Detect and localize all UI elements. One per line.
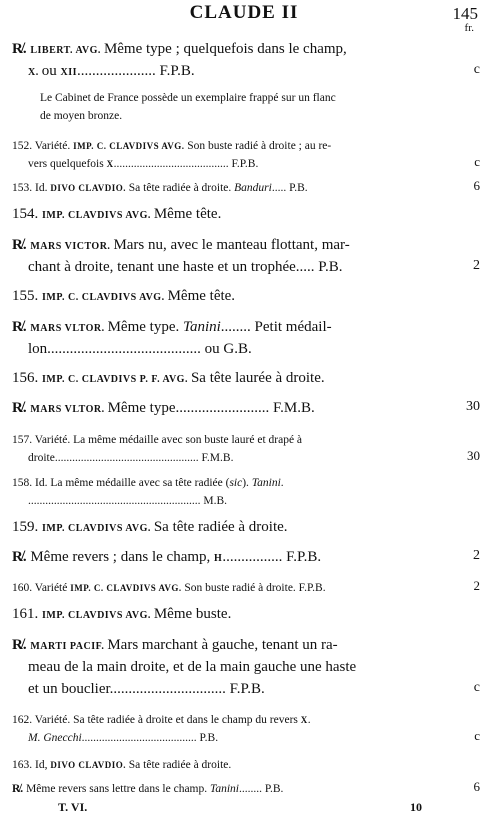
entry-text: 156. [12,370,42,386]
entry-text: Son buste radié à droite. F.P.B. [184,582,326,594]
entry-line [0,605,488,627]
legend-text: LIBERT. AVG. [30,45,104,56]
reverse-mark: R̸. [12,41,31,57]
entry-text: 155. [12,288,42,304]
entry-text: ou [41,63,61,79]
legend-text: MARS VLTOR. [30,323,108,334]
entry-text: ..... P.B. [271,182,308,194]
entry-text: Même buste. [153,606,232,622]
legend-text: MARTI PACIF. [30,641,108,652]
entry-line [0,62,488,84]
legend-text: X. [28,67,42,78]
entry-text: Tanini [210,783,239,795]
entry-line [0,448,488,466]
entry-line [0,154,488,172]
legend-text: IMP. C. CLAVDIVS AVG. [70,583,185,593]
entry-line [0,779,488,797]
entry-line [0,88,488,106]
entry-text: Même type. [107,319,183,335]
entry-text: Sa tête radiée à droite. [128,759,232,771]
catalog-entry [0,136,488,172]
catalog-entry [0,710,488,746]
legend-text: IMP. CLAVDIVS AVG. [42,523,154,534]
volume-label: T. VI. [58,800,88,814]
legend-text: H [214,553,223,564]
entry-text: ........ Petit médail- [220,319,332,335]
entry-text: 163. Id, [12,759,51,771]
price-value: 6 [473,779,480,794]
catalog-entry [0,518,488,540]
price-value: 2 [473,578,480,593]
entry-text: ........................................ P.B. [81,732,219,744]
catalog-entry [0,88,488,124]
entry-text: Banduri [234,182,272,194]
catalog-entry [0,636,488,702]
legend-text: DIVO CLAVDIO. [50,760,129,770]
entry-line [0,473,488,491]
entry-line [0,755,488,773]
price-value: c [474,728,480,743]
entry-text: . [280,477,284,489]
entry-line [0,430,488,448]
legend-text: X [106,159,114,169]
legend-text: MARS VLTOR. [30,404,108,415]
entry-text: ............................................................ M.B. [28,495,228,507]
entry-line [0,178,488,196]
catalog-entry [0,779,488,797]
entry-text: Même revers sans lettre dans le champ. [26,783,210,795]
entry-text: Sa tête laurée à droite. [190,370,325,386]
catalog-entry [0,605,488,627]
entry-text: Mars nu, avec le manteau flottant, mar- [113,237,350,253]
entry-line [0,636,488,658]
entry-text: Même type......................... F.M.B. [107,400,315,416]
entry-text: 158. Id. La même médaille avec sa tête radiée ( [12,477,230,489]
entry-text: 157. Variété. La même médaille avec son buste lauré et drapé à [12,434,303,446]
price-value: 2 [473,258,480,273]
entry-text: 162. Variété. Sa tête radiée à droite et dans le champ du revers [12,714,301,726]
catalog-entry [0,399,488,421]
entry-text: M. Gnecchi [28,732,82,744]
catalog-entry [0,40,488,84]
legend-text: DIVO CLAVDIO. [50,183,129,193]
catalog-entry [0,287,488,309]
entry-text: chant à droite, tenant une haste et un trophée..... P.B. [28,259,343,275]
entry-line [0,728,488,746]
entry-line [0,258,488,280]
catalog-entry [0,430,488,466]
catalog-entry [0,205,488,227]
entry-line [0,399,488,421]
legend-text: IMP. C. CLAVDIVS AVG. [42,292,168,303]
entry-text: Même type ; quelquefois dans le champ, [103,41,347,57]
entry-text: 152. Variété. [12,140,74,152]
entry-text: Son buste radié à droite ; au re- [187,140,332,152]
entry-text: ........ P.B. [238,783,284,795]
catalog-entry [0,548,488,570]
entry-text: 154. [12,206,42,222]
entry-line [0,658,488,680]
legend-text: IMP. CLAVDIVS AVG. [42,210,154,221]
page-number: 145 [452,4,478,23]
entry-line [0,40,488,62]
entry-text: 161. [12,606,42,622]
entry-text: Tanini [251,477,281,489]
entry-text: Le Cabinet de France possède un exemplaire frappé sur un flanc [40,92,336,104]
entry-line [0,578,488,596]
currency-unit: fr. [464,22,474,34]
price-value: 2 [473,548,480,563]
catalog-entry [0,178,488,196]
entry-text: Sa tête radiée à droite. [128,182,235,194]
price-value: 30 [467,448,480,463]
page-header [0,2,488,38]
entry-text: meau de la main droite, et de la main gauche une haste [28,659,357,675]
entry-line [0,106,488,124]
catalog-entry [0,755,488,773]
price-value: 30 [466,399,480,414]
entry-line [0,369,488,391]
reverse-mark: R̸. [12,319,31,335]
entry-text: Tanini [182,319,221,335]
entry-text: Même tête. [153,206,222,222]
entry-line [0,318,488,340]
entry-text: 159. [12,519,42,535]
entry-line [0,491,488,509]
entry-line [0,136,488,154]
price-value: 6 [473,178,480,193]
price-value: c [473,62,480,77]
entry-text: de moyen bronze. [40,110,123,122]
legend-text: IMP. C. CLAVDIVS P. F. AVG. [42,374,191,385]
signature-mark: 10 [410,800,422,814]
entry-text: 153. Id. [12,182,51,194]
reverse-mark: R̸. [12,637,31,653]
catalog-entry [0,318,488,362]
entry-text: Sa tête radiée à droite. [153,519,288,535]
entry-text: 160. Variété [12,582,71,594]
entry-text: ........................................ F.P.B. [113,158,259,170]
reverse-mark: R̸. [12,549,31,565]
entry-text: ................ F.P.B. [222,549,322,565]
reverse-mark: R̸. [12,400,31,416]
legend-text: IMP. C. CLAVDIVS AVG. [73,141,188,151]
catalog-entry [0,236,488,280]
legend-text: X [300,715,308,725]
entry-text: lon......................................... ou G.B. [28,341,252,357]
legend-text: MARS VICTOR. [30,241,114,252]
entry-line [0,680,488,702]
entry-text: Mars marchant à gauche, tenant un ra- [107,637,338,653]
page-title: CLAUDE II [189,2,299,23]
entry-line [0,518,488,540]
price-value: c [474,154,480,169]
reverse-mark: R̸. [12,783,27,795]
legend-text: IMP. CLAVDIVS AVG. [42,610,154,621]
entry-text: ). [242,477,252,489]
entry-line [0,287,488,309]
legend-text: XII [60,67,77,78]
entry-line [0,548,488,570]
entry-text: Même tête. [167,288,236,304]
entry-text: ..................... F.P.B. [77,63,195,79]
entry-text: et un bouclier............................... F.P.B. [28,681,265,697]
entry-text: Même revers ; dans le champ, [30,549,215,565]
price-value: c [473,680,480,695]
catalog-entry [0,369,488,391]
catalog-entry [0,473,488,509]
page-footer [0,800,488,820]
entry-line [0,710,488,728]
entry-line [0,236,488,258]
entry-line [0,205,488,227]
catalog-entry [0,578,488,596]
entry-line [0,340,488,362]
entry-text: droite.................................................. F.M.B. [28,452,234,464]
reverse-mark: R̸. [12,237,31,253]
entry-text: . [307,714,311,726]
entry-text: vers quelquefois [28,158,107,170]
entry-text: sic [229,477,243,489]
